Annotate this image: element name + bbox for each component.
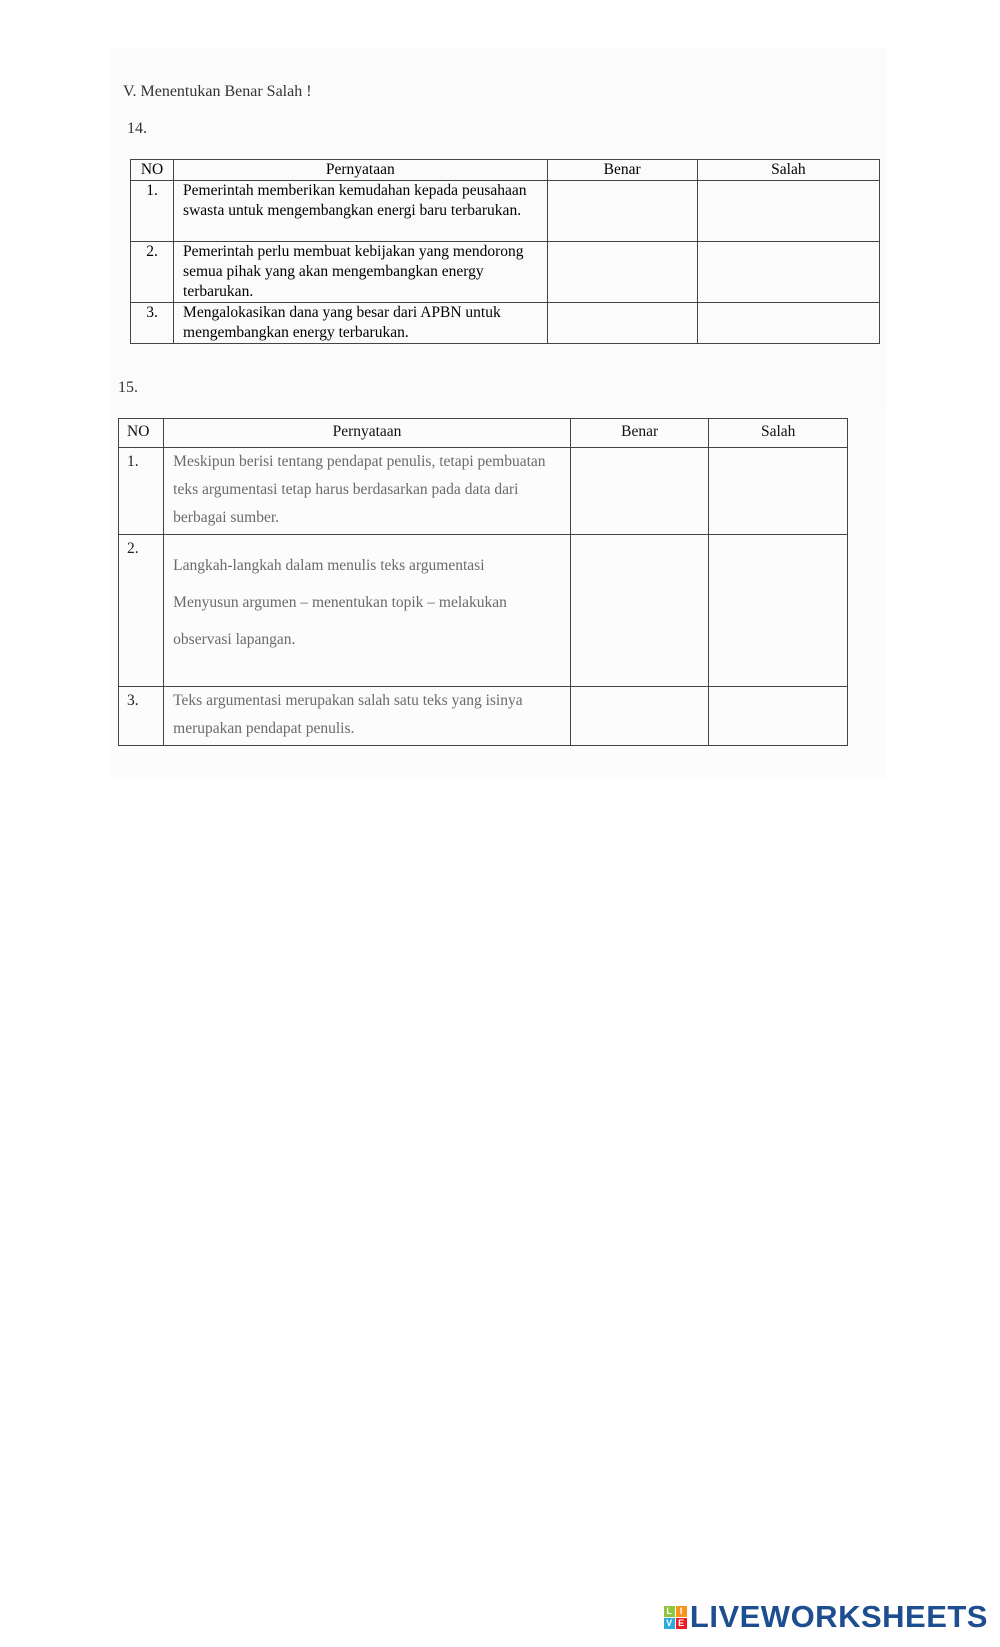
statement-text: Teks argumentasi merupakan salah satu teks yang isinya merupakan pendapat penulis. (164, 687, 571, 746)
true-answer-cell[interactable] (547, 303, 697, 344)
question-14-number: 14. (127, 120, 147, 137)
question-15-table (118, 418, 848, 746)
logo-tile: E (676, 1618, 687, 1629)
liveworksheets-logo (664, 1599, 988, 1635)
false-answer-cell[interactable] (709, 535, 848, 687)
row-number: 2. (119, 535, 164, 687)
header-true: Benar (547, 160, 697, 181)
header-statement: Pernyataan (164, 419, 571, 448)
false-answer-cell[interactable] (697, 303, 879, 344)
table-row (119, 687, 848, 746)
true-answer-cell[interactable] (547, 242, 697, 303)
header-no: NO (119, 419, 164, 448)
row-number: 3. (131, 303, 174, 344)
question-15-number: 15. (118, 379, 138, 396)
logo-mark-icon (664, 1606, 687, 1629)
false-answer-cell[interactable] (697, 242, 879, 303)
table-row (131, 303, 880, 344)
table-header-row (131, 160, 880, 181)
false-answer-cell[interactable] (709, 448, 848, 535)
statement-line: observasi lapangan. (173, 631, 296, 648)
statement-text: Meskipun berisi tentang pendapat penulis, tetapi pembuatan teks argumentasi tetap harus berdasarkan pada data dari berbagai sumber. (164, 448, 571, 535)
logo-tile: I (676, 1606, 687, 1617)
header-statement: Pernyataan (174, 160, 547, 181)
table-row (119, 448, 848, 535)
brand-name: LIVEWORKSHEETS (689, 1599, 988, 1634)
row-number: 3. (119, 687, 164, 746)
table-row (131, 242, 880, 303)
row-number: 2. (131, 242, 174, 303)
logo-tile: L (664, 1606, 675, 1617)
statement-text (164, 535, 571, 687)
header-false: Salah (697, 160, 879, 181)
header-no: NO (131, 160, 174, 181)
statement-text: Pemerintah memberikan kemudahan kepada peusahaan swasta untuk mengembangkan energi baru terbarukan. (174, 181, 547, 242)
table-row (119, 535, 848, 687)
false-answer-cell[interactable] (697, 181, 879, 242)
header-false: Salah (709, 419, 848, 448)
false-answer-cell[interactable] (709, 687, 848, 746)
logo-tile: V (664, 1618, 675, 1629)
header-true: Benar (570, 419, 709, 448)
row-number: 1. (119, 448, 164, 535)
row-number: 1. (131, 181, 174, 242)
section-title: V. Menentukan Benar Salah ! (123, 83, 312, 100)
statement-text: Mengalokasikan dana yang besar dari APBN untuk mengembangkan energy terbarukan. (174, 303, 547, 344)
table-row (131, 181, 880, 242)
table-header-row (119, 419, 848, 448)
true-answer-cell[interactable] (570, 448, 709, 535)
true-answer-cell[interactable] (547, 181, 697, 242)
true-answer-cell[interactable] (570, 535, 709, 687)
true-answer-cell[interactable] (570, 687, 709, 746)
question-14-table (130, 159, 880, 344)
statement-line: Menyusun argumen – menentukan topik – melakukan (173, 594, 507, 611)
statement-text: Pemerintah perlu membuat kebijakan yang mendorong semua pihak yang akan mengembangkan energy terbarukan. (174, 242, 547, 303)
statement-line: Langkah-langkah dalam menulis teks argumentasi (173, 557, 485, 574)
